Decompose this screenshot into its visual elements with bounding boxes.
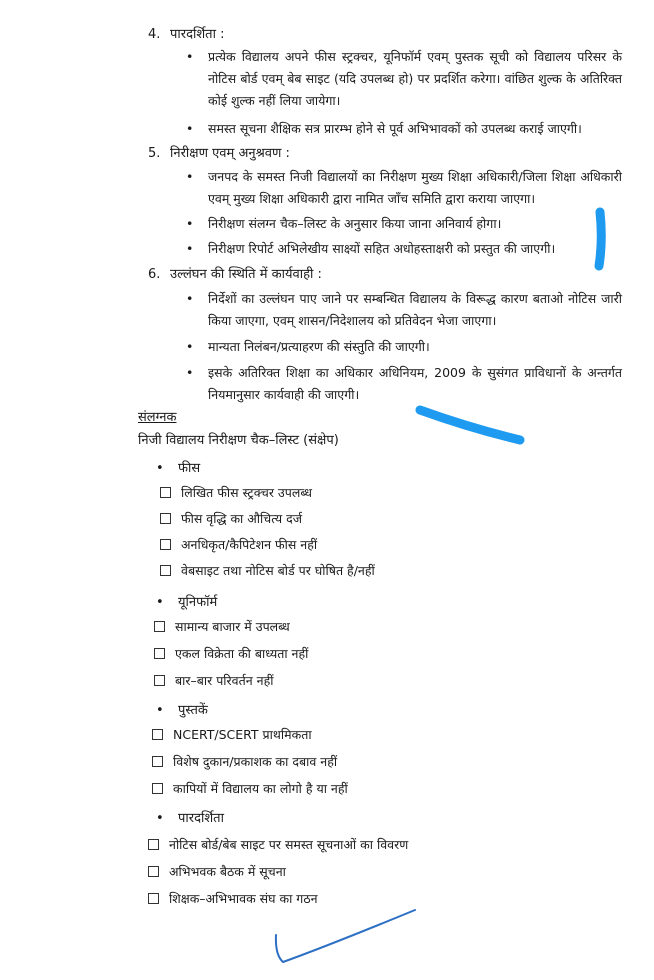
section-4-title: 4. पारदर्शिता : (148, 27, 225, 42)
list-item: • जनपद के समस्त निजी विद्यालयों का निरीक्षण मुख्य शिक्षा अधिकारी/जिला शिक्षा अधिकारी एवम् मुख्य शिक्षा अधिकारी द्वारा नामित जाँच समिति द्वारा कराया जाएगा। (186, 166, 622, 210)
checkbox-icon[interactable] (160, 565, 171, 576)
checklist-item[interactable]: फीस वृद्धि का औचित्य दर्ज (160, 510, 302, 527)
checklist-item[interactable]: नोटिस बोर्ड/बेब साइट पर समस्त सूचनाओं का विवरण (148, 836, 408, 853)
checklist-item[interactable]: एकल विक्रेता की बाध्यता नहीं (154, 645, 308, 662)
checkbox-icon[interactable] (154, 675, 165, 686)
checkbox-icon[interactable] (160, 487, 171, 498)
checklist-item[interactable]: अभिभवक बैठक में सूचना (148, 863, 286, 880)
list-item: • निरीक्षण रिपोर्ट अभिलेखीय साक्ष्यों सहित अधोहस्ताक्षरी को प्रस्तुत की जाएगी। (186, 238, 622, 260)
checkbox-icon[interactable] (148, 866, 159, 877)
checklist-item[interactable]: सामान्य बाजार में उपलब्ध (154, 618, 290, 635)
checklist-item[interactable]: कापियों में विद्यालय का लोगो है या नहीं (152, 780, 348, 797)
bullet-icon: • (186, 216, 194, 231)
list-item: • मान्यता निलंबन/प्रत्याहरण की संस्तुति की जाएगी। (186, 336, 622, 358)
pen-check-mark (276, 910, 415, 962)
checklist-category: • फीस (156, 461, 201, 476)
annex-title: निजी विद्यालय निरीक्षण चैक–लिस्ट (संक्षेप) (138, 433, 339, 448)
list-item: • प्रत्येक विद्यालय अपने फीस स्ट्रक्चर, यूनिफॉर्म एवम् पुस्तक सूची को विद्यालय परिसर के नोटिस बोर्ड एवम् बेब साइट (यदि उपलब्ध हो) पर प्रदर्शित करेगा। वांछित शुल्क के अतिरिक्त कोई शुल्क नहीं लिया जायेगा। (186, 46, 622, 112)
bullet-icon: • (156, 703, 164, 718)
list-item: • निरीक्षण संलग्न चैक–लिस्ट के अनुसार किया जाना अनिवार्य होगा। (186, 213, 622, 235)
checkbox-icon[interactable] (148, 839, 159, 850)
checklist-item[interactable]: अनधिकृत/कैपिटेशन फीस नहीं (160, 536, 317, 553)
bullet-icon: • (186, 339, 194, 354)
bullet-icon: • (186, 121, 194, 136)
checklist-item[interactable]: लिखित फीस स्ट्रक्चर उपलब्ध (160, 484, 312, 501)
checkbox-icon[interactable] (154, 621, 165, 632)
checklist-item[interactable]: विशेष दुकान/प्रकाशक का दबाव नहीं (152, 753, 337, 770)
checklist-category: • पुस्तकें (156, 703, 208, 718)
checkbox-icon[interactable] (152, 729, 163, 740)
checkbox-icon[interactable] (152, 756, 163, 767)
checkbox-icon[interactable] (160, 513, 171, 524)
section-6-title: 6. उल्लंघन की स्थिति में कार्यवाही : (148, 267, 322, 282)
checkbox-icon[interactable] (160, 539, 171, 550)
bullet-icon: • (186, 169, 194, 184)
checkbox-icon[interactable] (154, 648, 165, 659)
bullet-icon: • (156, 461, 164, 476)
section-5-title: 5. निरीक्षण एवम् अनुश्रवण : (148, 146, 290, 161)
list-item: • निर्देशों का उल्लंघन पाए जाने पर सम्बन्धित विद्यालय के विरूद्ध कारण बताओ नोटिस जारी किया जाएगा, एवम् शासन/निदेशालय को प्रतिवेदन भेजा जाएगा। (186, 288, 622, 332)
checkbox-icon[interactable] (152, 783, 163, 794)
bullet-icon: • (156, 595, 164, 610)
highlighter-stroke-horizontal (420, 410, 520, 440)
bullet-icon: • (186, 241, 194, 256)
checklist-item[interactable]: NCERT/SCERT प्राथमिकता (152, 726, 312, 743)
checklist-item[interactable]: शिक्षक–अभिभावक संघ का गठन (148, 890, 318, 907)
list-item: • इसके अतिरिक्त शिक्षा का अधिकार अधिनियम, 2009 के सुसंगत प्राविधानों के अन्तर्गत नियमानुसार कार्यवाही की जाएगी। (186, 362, 622, 406)
bullet-icon: • (186, 365, 194, 380)
checklist-item[interactable]: वेबसाइट तथा नोटिस बोर्ड पर घोषित है/नहीं (160, 562, 375, 579)
bullet-icon: • (156, 811, 164, 826)
checklist-category: • यूनिफॉर्म (156, 595, 218, 610)
bullet-icon: • (186, 291, 194, 306)
list-item: • समस्त सूचना शैक्षिक सत्र प्रारम्भ होने से पूर्व अभिभावकों को उपलब्ध कराई जाएगी। (186, 118, 622, 140)
bullet-icon: • (186, 49, 194, 64)
checklist-item[interactable]: बार–बार परिवर्तन नहीं (154, 672, 273, 689)
annex-heading: संलग्नक (138, 410, 177, 425)
checklist-category: • पारदर्शिता (156, 811, 224, 826)
checkbox-icon[interactable] (148, 893, 159, 904)
